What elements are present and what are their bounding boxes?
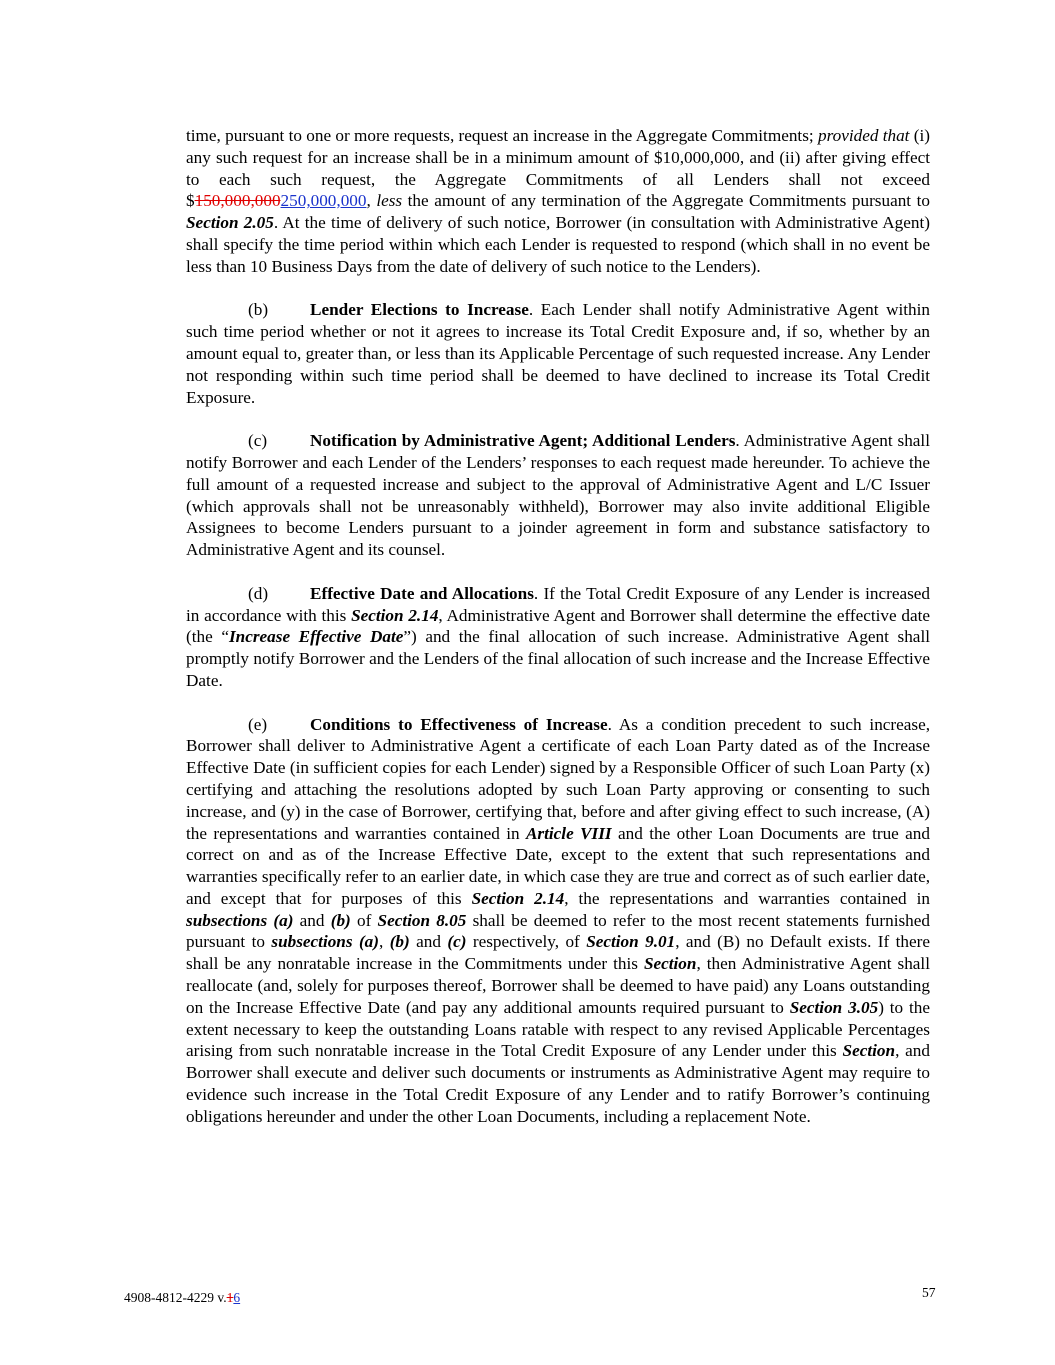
paragraph-b — [186, 299, 930, 408]
section-reference: Section — [643, 954, 697, 974]
text-run: . Each Lender shall notify Administrative Agent within such time period whether or not it agrees to increase its Total Credit Exposure and, if so, whether by an amount equal to, greater than, or less than its Applicable Percentage of such requested increase. Any Lender not responding within such time period shall be deemed to have declined to increase its Total Credit Exposure. — [186, 300, 930, 407]
deleted-version: 1 — [226, 1290, 234, 1305]
section-reference: Section 3.05 — [789, 997, 879, 1017]
document-id-footer — [124, 1290, 240, 1306]
inserted-version: 6 — [233, 1290, 241, 1305]
paragraph-d — [186, 583, 930, 692]
section-reference: Section 8.05 — [377, 910, 467, 930]
paragraph-heading: Notification by Administrative Agent; Additional Lenders — [310, 431, 736, 451]
text-run: of — [350, 910, 378, 930]
section-reference: Section 2.14 — [471, 888, 565, 908]
text-run: . As a condition precedent to such increase, Borrower shall deliver to Administrative Agent a certificate of each Loan Party dated as of the Increase Effective Date (in sufficient copies for each Lender) signed by a Responsible Officer of such Loan Party (x) certifying and attaching the resolutions adopted by such Loan Party approving or consenting to such increase, and (y) in the case of Borrower, certifying that, before and after giving effect to such increase, (A) the representations and warranties contained in — [186, 714, 931, 843]
text-run: ”) and the final allocation of such increase. Administrative Agent shall promptly notify Borrower and the Lenders of the final allocation of such increase and the Increase Effective Date. — [186, 627, 930, 690]
section-reference: Section 2.14 — [351, 605, 439, 625]
deleted-amount: 150,000,000 — [194, 191, 281, 211]
section-reference: Section 2.05 — [186, 213, 274, 233]
paragraph-heading: Conditions to Effectiveness of Increase — [310, 714, 608, 734]
text-run: , — [379, 932, 390, 952]
text-run: , — [366, 191, 377, 211]
text-run: , then Administrative Agent shall reallocate (and, solely for purposes thereof, Borrower shall be deemed to have paid) any Loans outstanding on the Increase Effective Date (and pay any additional amounts required pursuant to — [186, 954, 930, 1017]
paragraph-heading: Lender Elections to Increase — [310, 300, 529, 320]
subsection-reference: (b) — [330, 910, 351, 930]
paragraph-e — [186, 714, 930, 1128]
text-run: respectively, of — [466, 932, 587, 952]
paragraph-heading: Effective Date and Allocations — [310, 583, 534, 603]
subsection-reference: (b) — [389, 932, 410, 952]
article-reference: Article VIII — [525, 823, 612, 843]
text-run: . Administrative Agent shall notify Borrower and each Lender of the Lenders’ responses to each request made hereunder. To achieve the full amount of a requested increase and subject to the approval of Administrative Agent and L/C Issuer (which approvals shall not be unreasonably withheld), Borrower may also invite additional Eligible Assignees to become Lenders pursuant to a joinder agreement in form and substance satisfactory to Administrative Agent and its counsel. — [186, 431, 930, 560]
inserted-amount: 250,000,000 — [280, 191, 367, 211]
subsection-reference: subsections (a) — [186, 910, 294, 930]
text-run: , Administrative Agent and Borrower shall determine the effective date (the “ — [186, 605, 930, 647]
text-run: ) to the extent necessary to keep the outstanding Loans ratable with respect to any revised Applicable Percentages arising from such nonratable increase in the Total Credit Exposure of any Lender under this — [186, 997, 931, 1061]
text-run: shall be deemed to refer to the most recent statements furnished pursuant to — [186, 910, 930, 952]
subsection-reference: (c) — [447, 932, 467, 952]
paragraph-a-continuation — [186, 125, 930, 278]
text-run: and — [409, 932, 448, 952]
text-run: (i) any such request for an increase shall be in a minimum amount of $10,000,000, and (ii) after giving effect to each such request, the Aggregate Commitments of all Lenders shall not exceed $ — [186, 126, 930, 211]
text-run: time, pursuant to one or more requests, request an increase in the Aggregate Commitments; — [186, 126, 818, 145]
paragraph-enumerator: (e) — [248, 714, 268, 734]
text-run: , the representations and warranties contained in — [564, 888, 930, 908]
italic-term: provided that — [817, 126, 910, 145]
page-number: 57 — [922, 1285, 936, 1300]
text-run: , and Borrower shall execute and deliver such documents or instruments as Administrative Agent may require to evidence such increase in the Total Credit Exposure of any Lender and to ratify Borrower’s continuing obligations hereunder and under the other Loan Documents, including a replacement Note. — [186, 1041, 930, 1126]
subsection-reference: subsections (a) — [271, 932, 379, 952]
section-reference: Section 9.01 — [586, 932, 676, 952]
text-run: , and (B) no Default exists. If there shall be any nonratable increase in the Commitments under this — [186, 932, 930, 974]
paragraph-enumerator: (d) — [248, 583, 269, 603]
text-run: . At the time of delivery of such notice, Borrower (in consultation with Administrative Agent) shall specify the time period within which each Lender is requested to respond (which shall in no event be less than 10 Business Days from the date of delivery of such notice to the Lenders). — [186, 213, 930, 276]
text-run: the amount of any termination of the Aggregate Commitments pursuant to — [402, 191, 931, 211]
paragraph-c — [186, 430, 930, 561]
paragraph-enumerator: (c) — [248, 431, 268, 451]
text-run: and — [293, 910, 331, 930]
text-run: and the other Loan Documents are true and correct on and as of the Increase Effective Date, except to the extent that such representations and warranties specifically refer to an earlier date, in which case they are true and correct as of such earlier date, and except that for purposes of this — [186, 823, 930, 908]
text-run: . If the Total Credit Exposure of any Lender is increased in accordance with this — [186, 583, 930, 625]
paragraph-enumerator: (b) — [248, 300, 269, 320]
document-body — [186, 125, 930, 1149]
document-id: 4908-4812-4229 v. — [124, 1290, 227, 1305]
defined-term: Increase Effective Date — [228, 627, 404, 647]
section-reference: Section — [842, 1041, 896, 1061]
italic-term: less — [376, 191, 403, 211]
